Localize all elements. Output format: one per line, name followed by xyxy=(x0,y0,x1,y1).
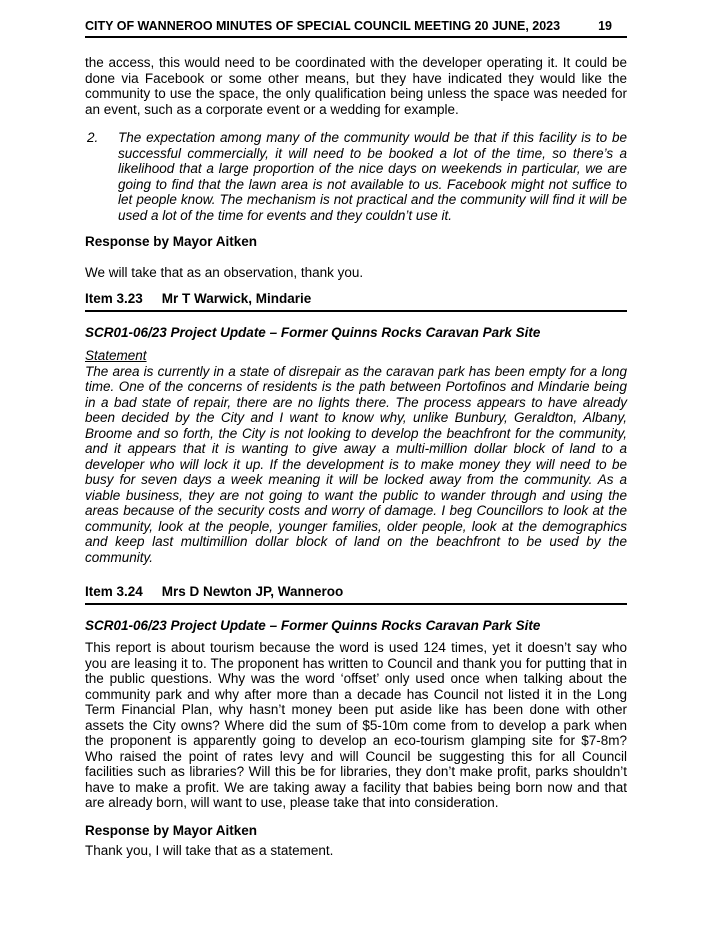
page-header xyxy=(85,20,627,38)
item-3-23-label: Item 3.23 xyxy=(85,291,143,306)
item-3-24-statement-text: This report is about tourism because the word is used 124 times, yet it doesn’t say who you are leasing it to. The proponent has written to Council and thank you for putting that in the public questions. Why was the word ‘offset’ only used once when talking about the community park and why after more than a decade has Council not listed it in the Long Term Financial Plan, why hasn’t money been put aside like has been done with other assets the City owns? Where did the sum of $5-10m come from to develop a park when the proponent is apparently going to develop an eco-tourism glamping site for $7-8m? Who raised the point of rates levy and will Council be suggesting this for all Council facilities such as libraries? Will this be for libraries, they don’t make profit, parks shouldn’t have to make a profit. We are taking away a facility that babies being born now and that are already born, will want to use, please take that into consideration. xyxy=(85,640,627,810)
response-text-2: Thank you, I will take that as a statement. xyxy=(85,843,334,858)
item-3-23-speaker: Mr T Warwick, Mindarie xyxy=(161,291,312,306)
response-heading-1: Response by Mayor Aitken xyxy=(85,234,258,249)
item-3-23-subject: SCR01-06/23 Project Update – Former Quinns Rocks Caravan Park Site xyxy=(85,324,541,340)
item-3-24-label: Item 3.24 xyxy=(85,584,143,599)
observation-item-number: 2. xyxy=(87,130,99,145)
page-number: 19 xyxy=(598,19,612,33)
item-3-23-statement-block xyxy=(85,348,627,565)
observation-item-2 xyxy=(85,130,627,223)
observation-item-text: The expectation among many of the community would be that if this facility is to be successful commercially, it will need to be booked a lot of the time, so there’s a likelihood that a large proportion of the nice days on weekends in particular, we are going to find that the lawn area is not available to us. Facebook might not suffice to let people know. The mechanism is not practical and the community will find it will be used a lot of the time for events and they couldn’t use it. xyxy=(118,130,627,223)
header-title: CITY OF WANNEROO MINUTES OF SPECIAL COUNCIL MEETING 20 JUNE, 2023 xyxy=(85,19,561,33)
item-3-23-heading xyxy=(85,291,627,312)
item-3-24-speaker: Mrs D Newton JP, Wanneroo xyxy=(161,584,344,599)
item-3-23-statement-text: The area is currently in a state of disrepair as the caravan park has been empty for a long time. One of the concerns of residents is the path between Portofinos and Mindarie being in a bad state of repair, there are no lights there. The process appears to have already been decided by the City and I want to know why, unlike Bunbury, Geraldton, Albany, Broome and so forth, the City is not looking to develop the beachfront for the community, and it appears that it is wanting to give away a multi-million dollar block of land to a developer who will lock it up. If the development is to make money they will need to be busy for seven days a week meaning it will be locked away from the community. As a viable business, they are not going to want the public to wander through and using the areas because of the security costs and worry of damage. I beg Councillors to look at the community, look at the people, younger families, older people, look at the demographics and keep last multimillion dollar block of land on the beachfront to be used by the community. xyxy=(85,363,627,565)
item-3-24-heading xyxy=(85,584,627,605)
response-text-1: We will take that as an observation, thank you. xyxy=(85,264,364,280)
page-body xyxy=(85,55,627,859)
item-3-24-subject: SCR01-06/23 Project Update – Former Quinns Rocks Caravan Park Site xyxy=(85,617,541,633)
statement-label: Statement xyxy=(85,348,147,363)
intro-paragraph: the access, this would need to be coordinated with the developer operating it. It could be done via Facebook or some other means, but they have indicated they would like the community to use the space, the only qualification being unless the space was needed for an event, such as a corporate event or a wedding for example. xyxy=(85,55,627,117)
response-heading-2: Response by Mayor Aitken xyxy=(85,822,258,838)
